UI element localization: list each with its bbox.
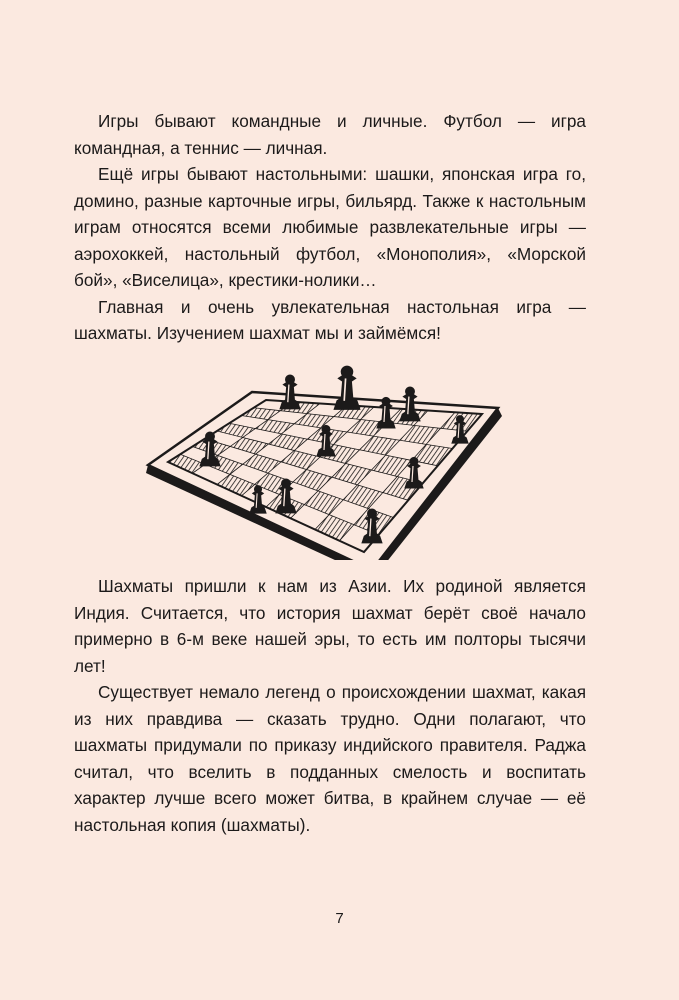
chessboard-illustration-icon: [140, 330, 510, 560]
paragraph: Шахматы пришли к нам из Азии. Их родиной является Индия. Считается, что история шахмат берёт своё начало примерно в 6-м веке нашей эры, то есть им полторы тысячи лет!: [74, 576, 586, 676]
paragraph: Игры бывают командные и личные. Футбол — игра командная, а теннис — личная.: [74, 111, 586, 158]
paragraph: Главная и очень увлекательная настольная игра — шахматы. Изучением шахмат мы и займёмся!: [74, 296, 586, 343]
intro-text: [74, 108, 586, 347]
page-number: 7: [335, 910, 344, 927]
history-text: [74, 573, 586, 838]
paragraph: Ещё игры бывают настольными: шашки, японская игра го, домино, разные карточные игры, бильярд. Также к настольным играм относятся всеми любимые развлекательные игры — аэрохоккей, настольный футбол, «Монополия», «Морской бой», «Виселица», крестики-нолики…: [74, 164, 586, 290]
paragraph: Существует немало легенд о происхождении шахмат, какая из них правдива — сказать трудно. Одни полагают, что шахматы придумали по приказу индийского правителя. Раджа считал, что вселить в подданных смелость и воспитать характер лучше всего может битва, в крайнем случае — её настольная копия (шахматы).: [74, 682, 586, 835]
